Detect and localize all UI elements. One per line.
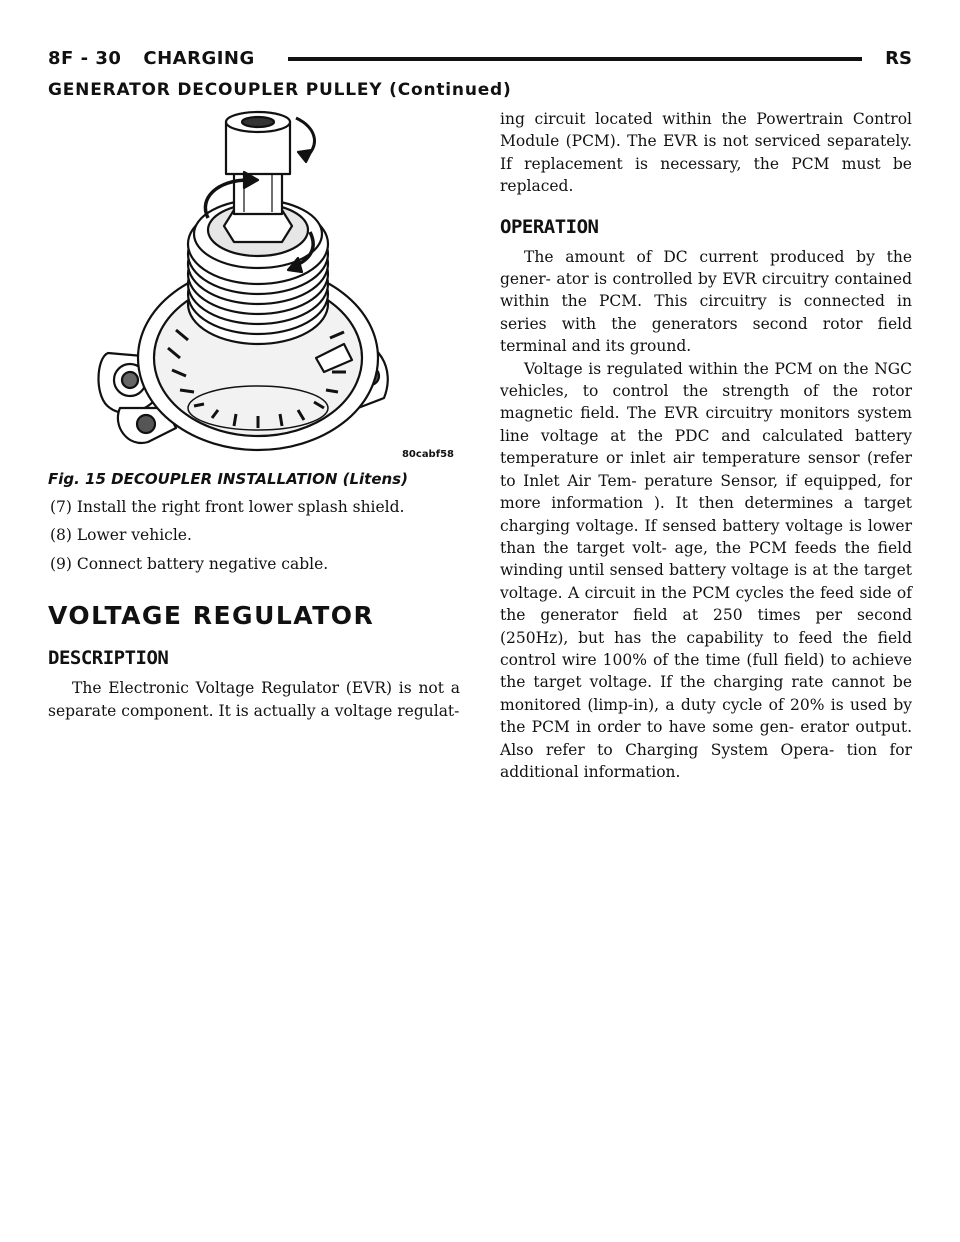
- operation-heading: OPERATION: [500, 215, 599, 238]
- figure-code: 80cabf58: [401, 449, 454, 460]
- header-rule: [288, 57, 862, 61]
- model-code: RS: [885, 48, 912, 69]
- section-title: CHARGING: [143, 48, 255, 69]
- description-heading: DESCRIPTION: [48, 647, 169, 670]
- left-column: [48, 108, 460, 722]
- continued-title: GENERATOR DECOUPLER PULLEY (Continued): [48, 80, 512, 100]
- page-header: [48, 44, 912, 74]
- voltage-regulator-title: VOLTAGE REGULATOR: [48, 601, 375, 631]
- operation-paragraph-1: The amount of DC current produced by the gener- ator is controlled by EVR circuitry contained within the PCM. This circuitry is connected in series with the generators second rotor field terminal and its ground.: [500, 247, 912, 356]
- step-7: (7) Install the right front lower splash shield.: [50, 498, 405, 516]
- step-9: (9) Connect battery negative cable.: [50, 554, 329, 573]
- figure-caption: Fig. 15 DECOUPLER INSTALLATION (Litens): [48, 470, 408, 488]
- right-column: [500, 108, 912, 783]
- step-8: (8) Lower vehicle.: [50, 526, 192, 545]
- page-number: 8F - 30: [48, 48, 122, 69]
- description-continued: ing circuit located within the Powertrain Control Module (PCM). The EVR is not serviced separately. If replacement is necessary, the PCM must be replaced.: [500, 110, 912, 196]
- operation-paragraph-2: Voltage is regulated within the PCM on the NGC vehicles, to control the strength of the rotor magnetic field. The EVR circuitry monitors system line voltage at the PDC and calculated battery temperature or inlet air temperature sensor (refer to Inlet Air Tem- perature Sensor, if equipped, for more information ). It then determines a target charging voltage. If sensed battery voltage is lower than the target volt- age, the PCM feeds the field winding until sensed battery voltage is at the target voltage. A circuit in the PCM cycles the feed side of the generator field at 250 times per second (250Hz), but has the capability to feed the field control wire 100% of the time (full field) to achieve the target voltage. If the charging rate cannot be monitored (limp-in), a duty cycle of 20% is used by the PCM in order to have some gen- erator output. Also refer to Charging System Opera- tion for additional information.: [500, 359, 912, 781]
- description-paragraph: The Electronic Voltage Regulator (EVR) is not a separate component. It is actually a voltage regulat-: [48, 679, 460, 720]
- generator-illustration: [48, 108, 460, 468]
- header-left: [48, 44, 255, 74]
- decoupler-figure: [48, 108, 460, 468]
